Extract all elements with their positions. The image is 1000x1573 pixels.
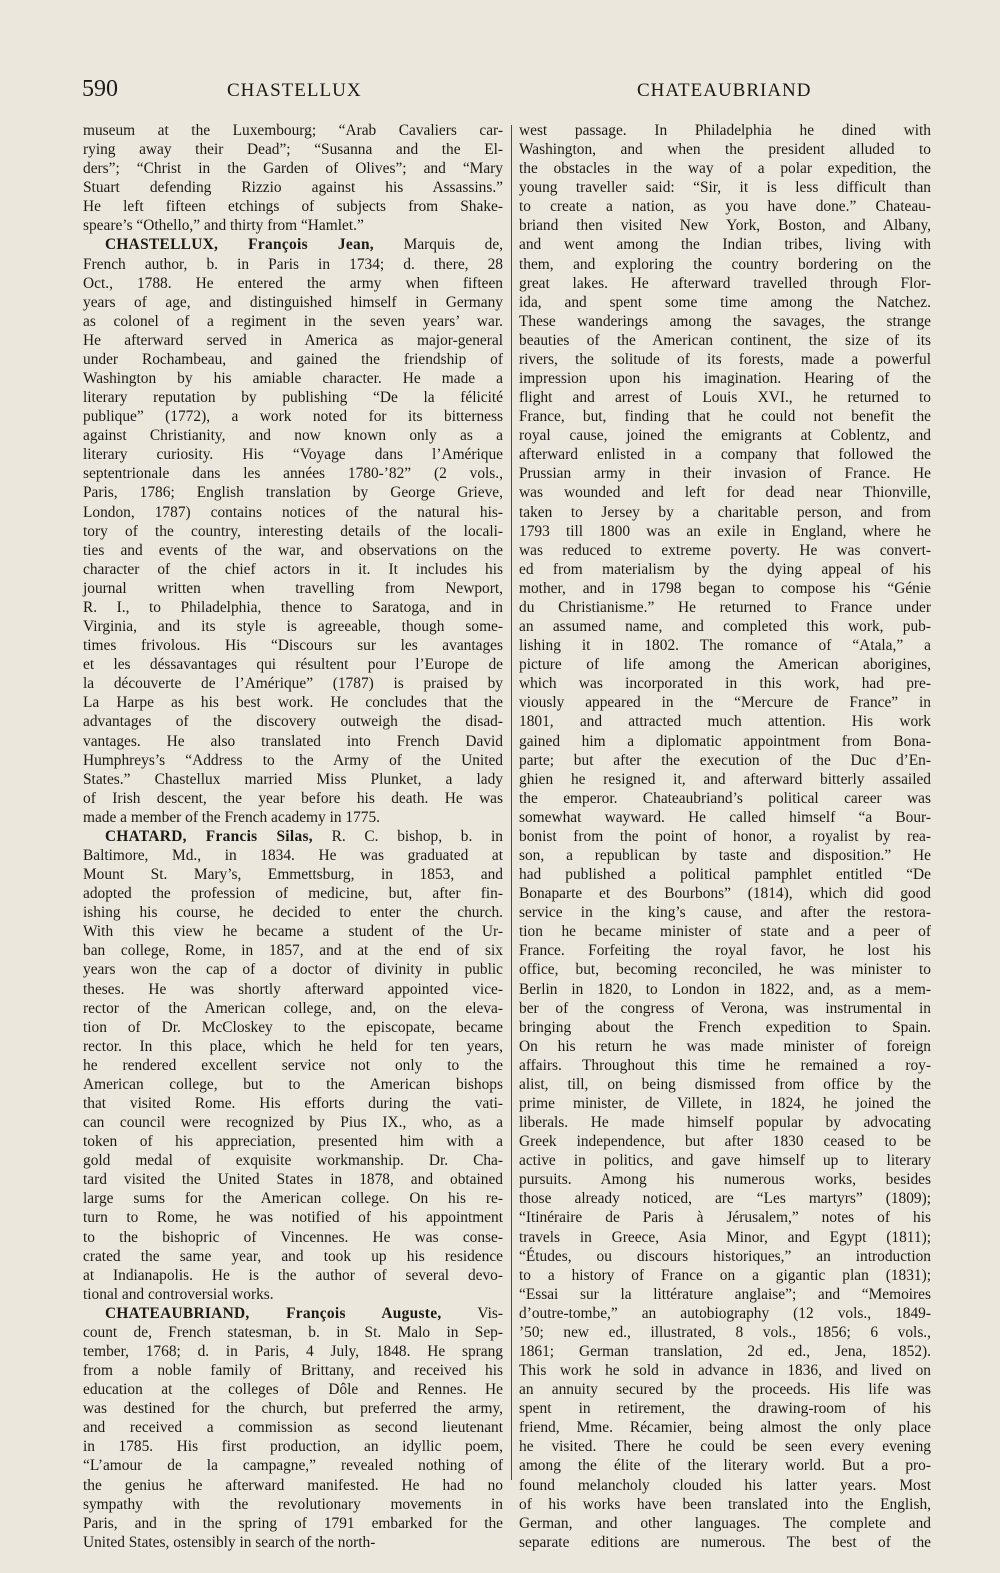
- text-line: literary curiosity. His “Voyage dans l’Amérique: [83, 446, 503, 464]
- text-line: tional and controversial works.: [83, 1285, 274, 1303]
- text-line: can council were recognized by Pius IX., who, as a: [83, 1114, 503, 1132]
- text-line: mother, and in 1798 began to compose his “Génie: [519, 579, 931, 597]
- entry-headword: CHASTELLUX, François Jean,: [105, 236, 374, 254]
- text-line: ber of the congress of Verona, was instrumental in: [519, 999, 931, 1017]
- text-line: theses. He was shortly afterward appointed vice-: [83, 980, 503, 998]
- entry-lead-text: Vis-: [441, 1304, 504, 1322]
- text-line: publique” (1772), a work noted for its bitterness: [83, 408, 503, 426]
- text-line: tion of Dr. McCloskey to the episcopate, became: [83, 1018, 503, 1036]
- text-line: rying away their Dead”; “Susanna and the El-: [83, 141, 503, 159]
- text-line: crated the same year, and took up his residence: [83, 1247, 503, 1265]
- dictionary-entry: [83, 827, 503, 1304]
- text-line: With this view he became a student of the Ur-: [83, 923, 503, 941]
- text-line: sympathy with the revolutionary movements in: [83, 1495, 503, 1513]
- text-line: “Essai sur la littérature anglaise”; and “Memoires: [519, 1285, 931, 1303]
- text-line: was destined for the church, but preferred the army,: [83, 1400, 503, 1418]
- text-line: turn to Rome, he was notified of his appointment: [83, 1209, 503, 1227]
- text-line: France, but, finding that he could not benefit the: [519, 408, 931, 426]
- text-line: R. I., to Philadelphia, thence to Saratoga, and in: [83, 598, 503, 616]
- entry-headword: CHATARD, Francis Silas,: [105, 827, 313, 845]
- text-line: du Christianisme.” He returned to France under: [519, 598, 931, 616]
- text-line: young traveller said: “Sir, it is less difficult than: [519, 179, 931, 197]
- text-line: west passage. In Philadelphia he dined with: [519, 122, 931, 139]
- text-line: “Études, ou discours historiques,” an introduction: [519, 1247, 931, 1265]
- text-line: he rendered excellent service not only to the: [83, 1056, 503, 1074]
- text-line: septentrionale dans les années 1780-’82” (2 vols.,: [83, 465, 503, 483]
- text-line: found melancholy clouded his latter years. Most: [519, 1476, 931, 1494]
- text-line: Mount St. Mary’s, Emmettsburg, in 1853, and: [83, 866, 503, 884]
- text-line: ed from materialism by the dying appeal of his: [519, 560, 931, 578]
- text-line: journal written when travelling from Newport,: [83, 579, 503, 597]
- right-column: [519, 121, 931, 1552]
- text-line: somewhat wayward. He called himself “a Bour-: [519, 808, 931, 826]
- text-line: Washington by his amiable character. He made a: [83, 370, 503, 388]
- text-line: to a history of France on a gigantic plan (1831);: [519, 1266, 931, 1284]
- text-line: viously appeared in the “Mercure de France” in: [519, 694, 931, 712]
- text-line: Bonaparte et des Bourbons” (1814), which did good: [519, 885, 931, 903]
- right-running-head: CHATEAUBRIAND: [637, 80, 812, 101]
- text-line: among the élite of the literary world. But a pro-: [519, 1457, 931, 1475]
- text-line: rector. In this place, which he held for ten years,: [83, 1037, 503, 1055]
- entry-lead-text: R. C. bishop, b. in: [312, 827, 503, 845]
- text-line: great lakes. He afterward travelled through Flor-: [519, 274, 931, 292]
- text-line: of his works have been translated into the English,: [519, 1495, 931, 1513]
- text-line: under Rochambeau, and gained the friendship of: [83, 350, 503, 368]
- text-line: them, and exploring the country bordering on the: [519, 255, 931, 273]
- text-line: and went among the Indian tribes, living with: [519, 236, 931, 254]
- text-line: and received a commission as second lieutenant: [83, 1419, 503, 1437]
- text-line: afterward enlisted in a company that followed the: [519, 446, 931, 464]
- text-line: ’50; new ed., illustrated, 8 vols., 1856; 6 vols.,: [519, 1323, 931, 1341]
- text-line: at Indianapolis. He is the author of several devo-: [83, 1266, 503, 1284]
- text-line: to the bishopric of Vincennes. He was conse-: [83, 1228, 503, 1246]
- text-line: active in politics, and gave himself up to literary: [519, 1152, 931, 1170]
- text-line: count de, French statesman, b. in St. Malo in Sep-: [83, 1323, 503, 1341]
- text-line: impression upon his imagination. Hearing of the: [519, 370, 931, 388]
- left-column: [83, 121, 503, 1552]
- text-line: he visited. There he could be seen every evening: [519, 1438, 931, 1456]
- text-line: was wounded and left for dead near Thionville,: [519, 484, 931, 502]
- text-line: those already noticed, are “Les martyrs” (1809);: [519, 1190, 931, 1208]
- text-line: office, but, becoming reconciled, he was minister to: [519, 961, 931, 979]
- text-line: vantages. He also translated into French David: [83, 732, 503, 750]
- text-line: United States, ostensibly in search of the north-: [83, 1533, 376, 1551]
- text-line: as colonel of a regiment in the seven years’ war.: [83, 312, 503, 330]
- text-line: La Harpe as his best work. He concludes that the: [83, 694, 503, 712]
- text-line: tard visited the United States in 1878, and obtained: [83, 1171, 503, 1189]
- entry-lead-text: Marquis de,: [373, 236, 503, 254]
- text-line: Prussian army in their invasion of France. He: [519, 465, 931, 483]
- text-line: These wanderings among the savages, the strange: [519, 312, 931, 330]
- text-line: alist, till, on being dismissed from office by the: [519, 1075, 931, 1093]
- text-line: adopted the profession of medicine, but, after fin-: [83, 885, 503, 903]
- text-line: pursuits. Among his numerous works, besides: [519, 1171, 931, 1189]
- text-line: tion he became minister of state and a peer of: [519, 923, 931, 941]
- entry-first-line: [83, 1304, 503, 1323]
- text-line: France. Forfeiting the royal favor, he lost his: [519, 942, 931, 960]
- text-line: “Itinéraire de Paris à Jérusalem,” notes of his: [519, 1209, 931, 1227]
- text-line: to create a nation, as you have done.” Chateau-: [519, 198, 931, 216]
- text-line: token of his appreciation, presented him with a: [83, 1133, 503, 1151]
- text-line: bringing about the French expedition to Spain.: [519, 1018, 931, 1036]
- text-line: royal cause, joined the emigrants at Coblentz, and: [519, 427, 931, 445]
- text-line: ties and events of the war, and observations on the: [83, 541, 503, 559]
- text-line: against Christianity, and now known only as a: [83, 427, 503, 445]
- text-line: Greek independence, but after 1830 ceased to be: [519, 1133, 931, 1151]
- text-line: service in the king’s cause, and after the restora-: [519, 904, 931, 922]
- text-line: 1801, and attracted much attention. His work: [519, 713, 931, 731]
- text-line: in 1785. His first production, an idyllic poem,: [83, 1438, 503, 1456]
- text-line: museum at the Luxembourg; “Arab Cavaliers car-: [83, 122, 503, 139]
- text-line: friend, Mme. Récamier, being almost the only place: [519, 1419, 931, 1437]
- text-line: This work he sold in advance in 1836, and lived on: [519, 1362, 931, 1380]
- text-line: prime minister, de Villete, in 1824, he joined the: [519, 1094, 931, 1112]
- text-line: briand then visited New York, Boston, and Albany,: [519, 217, 931, 235]
- text-line: ban college, Rome, in 1857, and at the end of six: [83, 942, 503, 960]
- text-line: London, 1787) contains notices of the natural his-: [83, 503, 503, 521]
- text-line: of Irish descent, the year before his death. He was: [83, 789, 503, 807]
- text-line: lishing it in 1802. The romance of “Atala,” a: [519, 637, 931, 655]
- text-line: Baltimore, Md., in 1834. He was graduated at: [83, 846, 503, 864]
- text-line: German, and other languages. The complete and: [519, 1514, 931, 1532]
- text-line: rector of the American college, and, on the eleva-: [83, 999, 503, 1017]
- text-line: the genius he afterward manifested. He had no: [83, 1476, 503, 1494]
- text-line: American college, but to the American bishops: [83, 1075, 503, 1093]
- text-line: States.” Chastellux married Miss Plunket, a lady: [83, 770, 503, 788]
- text-line: gold medal of exquisite workmanship. Dr. Cha-: [83, 1152, 503, 1170]
- text-line: ghien he resigned it, and afterward bitterly assailed: [519, 770, 931, 788]
- text-line: the obstacles in the way of a polar expedition, the: [519, 160, 931, 178]
- text-line: taken to Jersey by a charitable person, and from: [519, 503, 931, 521]
- text-line: times frivolous. His “Discours sur les avantages: [83, 637, 503, 655]
- text-line: years won the cap of a doctor of divinity in public: [83, 961, 503, 979]
- text-line: which was incorporated in this work, had pre-: [519, 675, 931, 693]
- text-line: literary reputation by publishing “De la félicité: [83, 389, 503, 407]
- entry-first-line: [83, 235, 503, 254]
- dictionary-entry: [83, 1304, 503, 1552]
- text-line: flight and arrest of Louis XVI., he returned to: [519, 389, 931, 407]
- text-line: ida, and spent some time among the Natchez.: [519, 293, 931, 311]
- text-line: French author, b. in Paris in 1734; d. there, 28: [83, 255, 503, 273]
- text-line: la découverte de l’Amérique” (1787) is praised by: [83, 675, 503, 693]
- text-line: Berlin in 1820, to London in 1822, and, as a mem-: [519, 980, 931, 998]
- text-line: tory of the country, interesting details of the locali-: [83, 522, 503, 540]
- text-line: ders”; “Christ in the Garden of Olives”; and “Mary: [83, 160, 503, 178]
- entry-continuation: [519, 121, 931, 1552]
- column-divider: [511, 125, 512, 1480]
- left-running-head: CHASTELLUX: [227, 80, 362, 101]
- text-line: Oct., 1788. He entered the army when fifteen: [83, 274, 503, 292]
- text-line: Paris, 1786; English translation by George Grieve,: [83, 484, 503, 502]
- text-line: years of age, and distinguished himself in Germany: [83, 293, 503, 311]
- entry-first-line: [83, 827, 503, 846]
- text-line: character of the chief actors in it. It includes his: [83, 560, 503, 578]
- page-number: 590: [82, 76, 118, 102]
- text-line: the emperor. Chateaubriand’s political career was: [519, 789, 931, 807]
- text-line: large sums for the American college. On his re-: [83, 1190, 503, 1208]
- text-line: picture of life among the American aborigines,: [519, 656, 931, 674]
- text-line: “L’amour de la campagne,” revealed nothing of: [83, 1457, 503, 1475]
- text-line: advantages of the discovery outweigh the disad-: [83, 713, 503, 731]
- text-line: 1793 till 1800 was an exile in England, where he: [519, 522, 931, 540]
- text-line: spent in retirement, the drawing-room of his: [519, 1400, 931, 1418]
- text-line: an annuity secured by the proceeds. His life was: [519, 1381, 931, 1399]
- text-line: He afterward served in America as major-general: [83, 331, 503, 349]
- text-line: Paris, and in the spring of 1791 embarked for the: [83, 1514, 503, 1532]
- text-line: that visited Rome. His efforts during the vati-: [83, 1094, 503, 1112]
- text-line: d’outre-tombe,” an autobiography (12 vols., 1849-: [519, 1304, 931, 1322]
- text-line: He left fifteen etchings of subjects from Shake-: [83, 198, 503, 216]
- text-line: son, a republican by taste and disposition.” He: [519, 846, 931, 864]
- text-line: ishing his course, he decided to enter the church.: [83, 904, 503, 922]
- text-line: had published a political pamphlet entitled “De: [519, 866, 931, 884]
- entry-headword: CHATEAUBRIAND, François Auguste,: [105, 1304, 442, 1322]
- text-line: rivers, the solitude of its forests, made a powerful: [519, 350, 931, 368]
- text-line: bonist from the point of honor, a royalist by rea-: [519, 827, 931, 845]
- text-line: Washington, and when the president alluded to: [519, 141, 931, 159]
- text-line: from a noble family of Brittany, and received his: [83, 1362, 503, 1380]
- page-header: [82, 76, 830, 106]
- text-line: Humphreys’s “Address to the Army of the United: [83, 751, 503, 769]
- text-line: speare’s “Othello,” and thirty from “Hamlet.”: [83, 217, 364, 235]
- text-line: On his return he was made minister of foreign: [519, 1037, 931, 1055]
- text-line: affairs. Throughout this time he remained a roy-: [519, 1056, 931, 1074]
- text-line: beauties of the American continent, the size of its: [519, 331, 931, 349]
- text-line: gained him a diplomatic appointment from Bona-: [519, 732, 931, 750]
- text-line: separate editions are numerous. The best of the: [519, 1533, 931, 1551]
- text-line: Stuart defending Rizzio against his Assassins.”: [83, 179, 503, 197]
- text-line: tember, 1768; d. in Paris, 4 July, 1848. He sprang: [83, 1343, 503, 1360]
- text-line: made a member of the French academy in 1775.: [83, 808, 381, 826]
- text-line: parte; but after the execution of the Duc d’En-: [519, 751, 931, 769]
- text-line: et les déssavantages qui résultent pour l’Europe de: [83, 656, 503, 674]
- text-line: was reduced to extreme poverty. He was convert-: [519, 541, 931, 559]
- text-line: Virginia, and its style is agreeable, though some-: [83, 618, 503, 636]
- text-line: travels in Greece, Asia Minor, and Egypt (1811);: [519, 1228, 931, 1246]
- text-line: liberals. He made himself popular by advocating: [519, 1114, 931, 1132]
- text-line: education at the colleges of Dôle and Rennes. He: [83, 1381, 503, 1399]
- text-line: 1861; German translation, 2d ed., Jena, 1852).: [519, 1343, 931, 1360]
- entry-continuation: [83, 121, 503, 235]
- text-line: an assumed name, and completed this work, pub-: [519, 618, 931, 636]
- dictionary-entry: [83, 235, 503, 826]
